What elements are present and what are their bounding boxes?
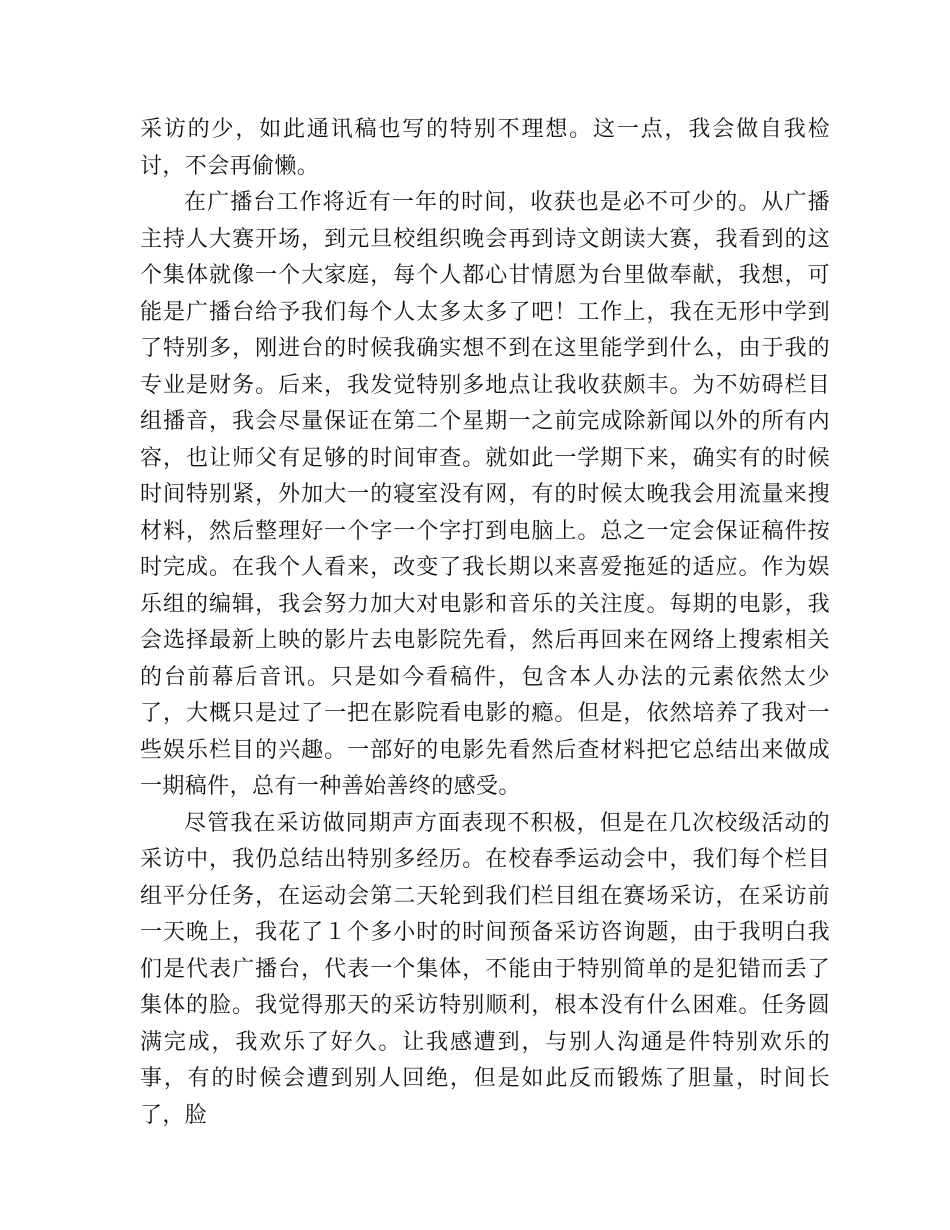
document-body — [140, 112, 830, 1134]
paragraph-continuation: 采访的少，如此通讯稿也写的特别不理想。这一点，我会做自我检讨，不会再偷懒。 — [140, 117, 830, 179]
paragraph-radio-station-work: 在广播台工作将近有一年的时间，收获也是必不可少的。从广播主持人大赛开场，到元旦校组织晚会再到诗文朗读大赛，我看到的这个集体就像一个大家庭，每个人都心甘情愿为台里做奉献，我想，可能是广播台给予我们每个人太多太多了吧！工作上，我在无形中学到了特别多，刚进台的时候我确实想不到在这里能学到什么，由于我的专业是财务。后来，我发觉特别多地点让我收获颇丰。为不妨碍栏目组播音，我会尽量保证在第二个星期一之前完成除新闻以外的所有内容，也让师父有足够的时间审查。就如此一学期下来，确实有的时候时间特别紧，外加大一的寝室没有网，有的时候太晚我会用流量来搜材料，然后整理好一个字一个字打到电脑上。总之一定会保证稿件按时完成。在我个人看来，改变了我长期以来喜爱拖延的适应。作为娱乐组的编辑，我会努力加大对电影和音乐的关注度。每期的电影，我会选择最新上映的影片去电影院先看，然后再回来在网络上搜索相关的台前幕后音讯。只是如今看稿件，包含本人办法的元素依然太少了，大概只是过了一把在影院看电影的瘾。但是，依然培养了我对一些娱乐栏目的兴趣。一部好的电影先看然后查材料把它总结出来做成一期稿件，总有一种善始善终的感受。 — [140, 190, 830, 799]
paragraph-interview-experience: 尽管我在采访做同期声方面表现不积极，但是在几次校级活动的采访中，我仍总结出特别多经历。在校春季运动会中，我们每个栏目组平分任务，在运动会第二天轮到我们栏目组在赛场采访，在采访前一天晚上，我花了１个多小时的时间预备采访咨询题，由于我明白我们是代表广播台，代表一个集体，不能由于特别简单的是犯错而丢了集体的脸。我觉得那天的采访特别顺利，根本没有什么困难。任务圆满完成，我欢乐了好久。让我感遭到，与别人沟通是件特别欢乐的事，有的时候会遭到别人回绝，但是如此反而锻炼了胆量，时间长了，脸 — [140, 810, 830, 1128]
